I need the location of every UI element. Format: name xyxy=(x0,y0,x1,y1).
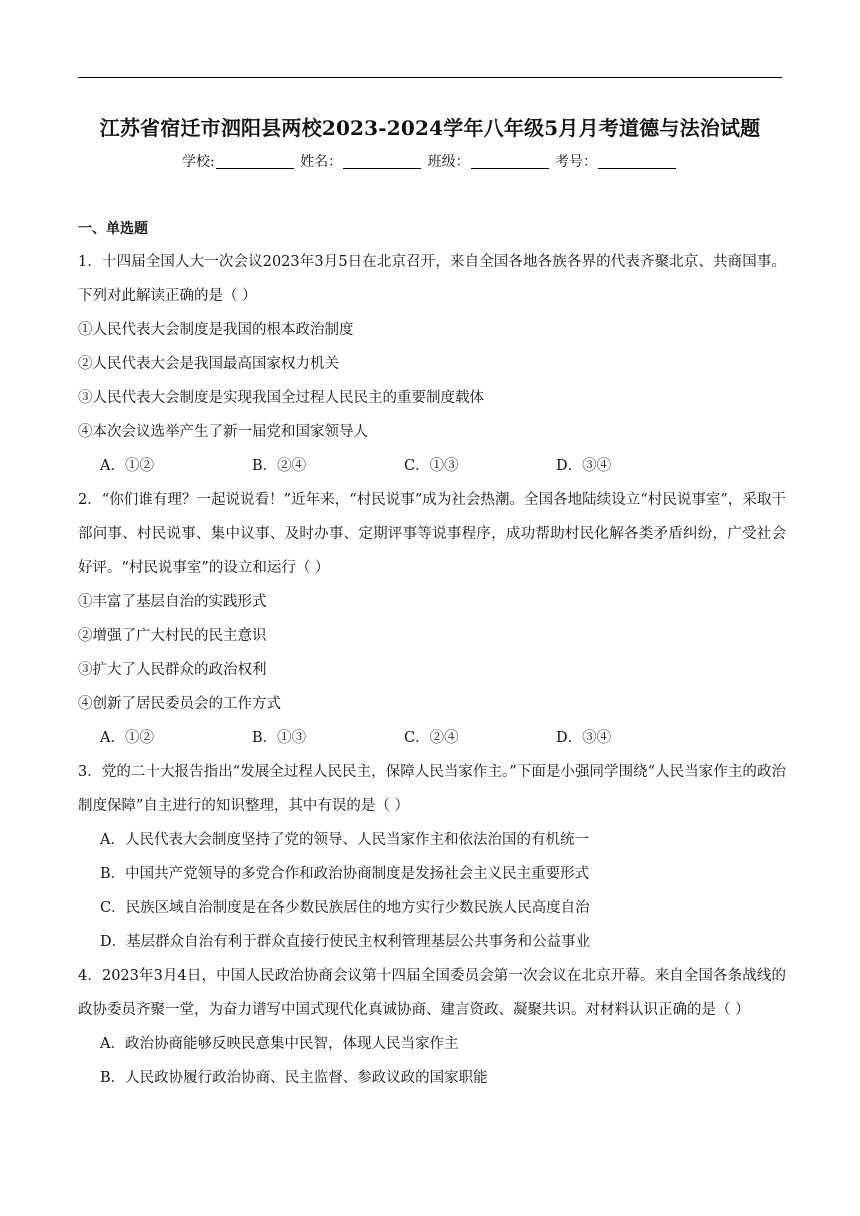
question-number: 2． xyxy=(78,492,102,508)
exam-number-blank[interactable] xyxy=(598,154,676,169)
statement: ②增强了广大村民的民主意识 xyxy=(78,628,267,644)
option-c[interactable]: C．民族区域自治制度是在各少数民族居住的地方实行少数民族人民高度自治 xyxy=(100,900,590,916)
question-text: “你们谁有理？一起说说看！”近年来，“村民说事”成为社会热潮。全国各地陆续设立“村民说事室”，采取干部问事、村民说事、集中议事、及时办事、定期评事等说事程序，成功帮助村民化解各类矛盾纠纷，广受社会好评。“村民说事室”的设立和运行（ ） xyxy=(78,492,786,576)
option-a[interactable]: A．①② xyxy=(100,458,154,474)
question-text: 2023年3月4日，中国人民政治协商会议第十四届全国委员会第一次会议在北京开幕。来自全国各条战线的政协委员齐聚一堂，为奋力谱写中国式现代化真诚协商、建言资政、凝聚共识。对材料认识正确的是（ ） xyxy=(78,968,786,1018)
exam-content xyxy=(78,217,786,1095)
class-blank[interactable] xyxy=(471,154,549,169)
question-3 xyxy=(78,755,786,959)
question-1 xyxy=(78,245,786,483)
option-d[interactable]: D．③④ xyxy=(556,730,612,746)
question-text: 党的二十大报告指出“发展全过程人民民主，保障人民当家作主。”下面是小强同学围绕“人民当家作主的政治制度保障”自主进行的知识整理，其中有误的是（ ） xyxy=(78,764,787,814)
option-d[interactable]: D．基层群众自治有利于群众直接行使民主权利管理基层公共事务和公益事业 xyxy=(100,934,591,950)
question-text: 十四届全国人大一次会议2023年3月5日在北京召开，来自全国各地各族各界的代表齐聚北京、共商国事。下列对此解读正确的是（ ） xyxy=(78,254,786,304)
section-heading: 一、单选题 xyxy=(78,221,148,237)
statement: ④创新了居民委员会的工作方式 xyxy=(78,696,281,712)
option-a[interactable]: A．政治协商能够反映民意集中民智，体现人民当家作主 xyxy=(100,1036,459,1052)
option-c[interactable]: C．①③ xyxy=(404,458,459,474)
name-blank[interactable] xyxy=(343,154,421,169)
question-stem xyxy=(78,959,786,1027)
exam-number-label: 考号： xyxy=(555,154,598,170)
option-b[interactable]: B．②④ xyxy=(252,458,307,474)
question-number: 1． xyxy=(78,254,102,270)
option-b[interactable]: B．①③ xyxy=(252,730,307,746)
statement: ①丰富了基层自治的实践形式 xyxy=(78,594,267,610)
options-row xyxy=(78,449,786,483)
question-4 xyxy=(78,959,786,1095)
question-stem xyxy=(78,755,786,823)
student-info-line xyxy=(0,151,860,171)
name-label: 姓名： xyxy=(300,154,343,170)
option-c[interactable]: C．②④ xyxy=(404,730,459,746)
school-blank[interactable] xyxy=(216,154,294,169)
statement: ③人民代表大会制度是实现我国全过程人民民主的重要制度载体 xyxy=(78,390,484,406)
question-number: 3． xyxy=(78,764,102,780)
question-stem xyxy=(78,483,786,585)
options-row xyxy=(78,721,786,755)
header-rule xyxy=(78,77,782,78)
option-b[interactable]: B．人民政协履行政治协商、民主监督、参政议政的国家职能 xyxy=(100,1070,488,1086)
option-a[interactable]: A．人民代表大会制度坚持了党的领导、人民当家作主和依法治国的有机统一 xyxy=(100,832,589,848)
exam-title: 江苏省宿迁市泗阳县两校2023-2024学年八年级5月月考道德与法治试题 xyxy=(99,116,761,140)
option-b[interactable]: B．中国共产党领导的多党合作和政治协商制度是发扬社会主义民主重要形式 xyxy=(100,866,590,882)
question-number: 4． xyxy=(78,968,102,984)
statement: ③扩大了人民群众的政治权利 xyxy=(78,662,267,678)
school-label: 学校: xyxy=(181,154,215,170)
statement: ①人民代表大会制度是我国的根本政治制度 xyxy=(78,322,354,338)
statement: ④本次会议选举产生了新一届党和国家领导人 xyxy=(78,424,368,440)
option-d[interactable]: D．③④ xyxy=(556,458,612,474)
question-2 xyxy=(78,483,786,755)
question-stem xyxy=(78,245,786,313)
option-a[interactable]: A．①② xyxy=(100,730,154,746)
class-label: 班级： xyxy=(427,154,470,170)
statement: ②人民代表大会是我国最高国家权力机关 xyxy=(78,356,339,372)
